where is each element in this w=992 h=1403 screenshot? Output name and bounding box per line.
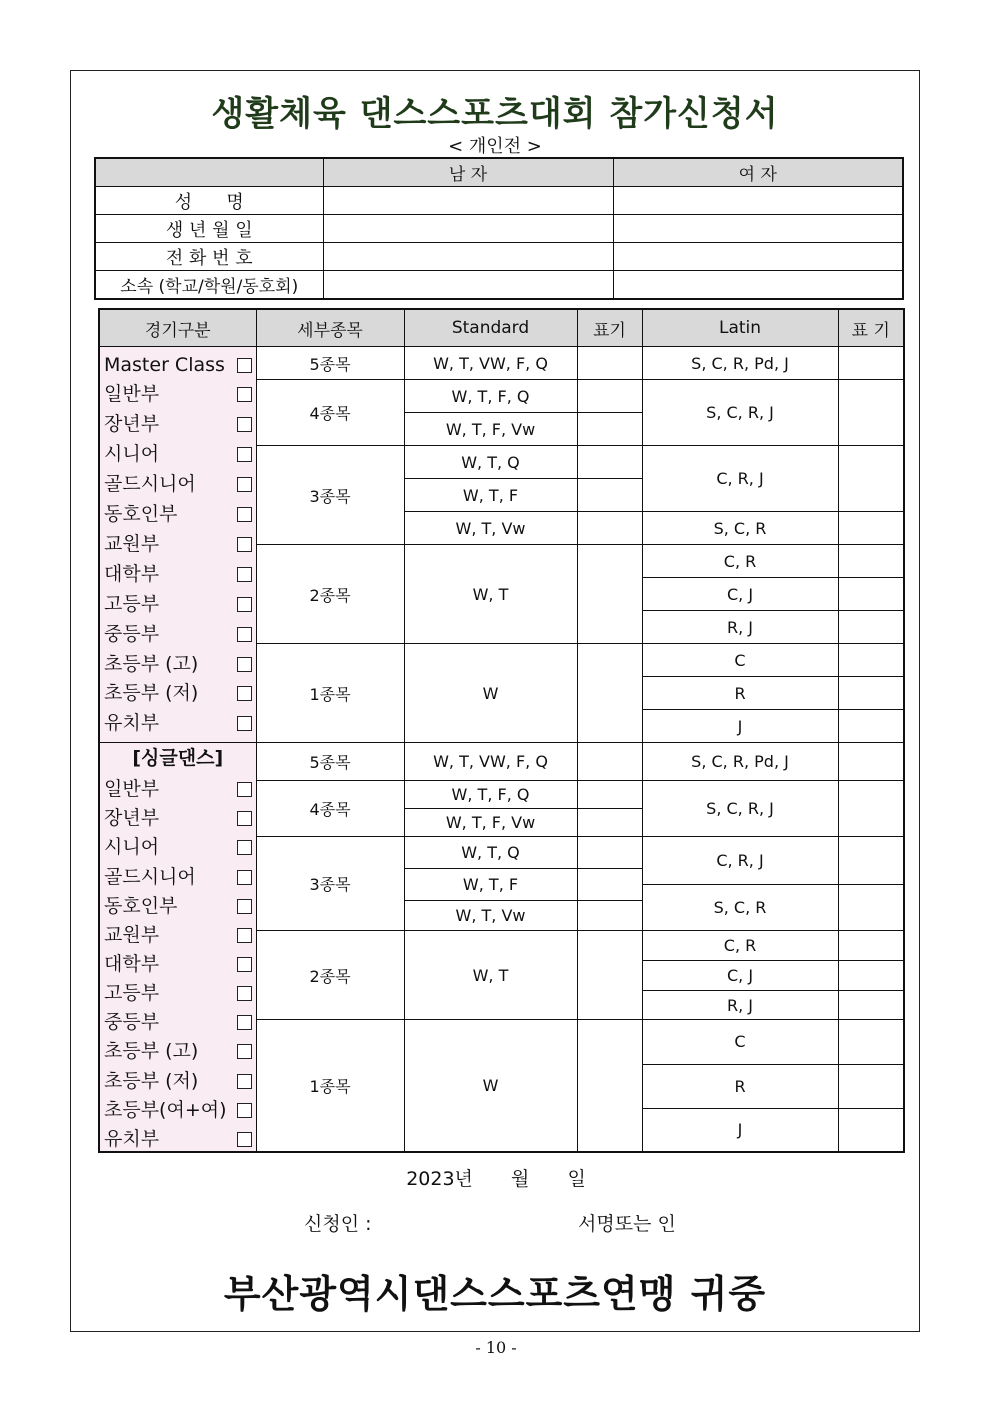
male-header: 남 자 — [323, 158, 613, 187]
latin-mark-cell[interactable] — [838, 781, 904, 837]
standard-dances: W, T, VW, F, Q — [404, 743, 577, 781]
checkbox-icon[interactable] — [237, 686, 252, 701]
category-option[interactable] — [104, 1127, 252, 1150]
standard-header: Standard — [404, 309, 577, 347]
category-label: 유치부 — [104, 712, 160, 735]
standard-mark-cell[interactable] — [577, 512, 642, 545]
category-option[interactable] — [104, 1013, 252, 1032]
checkbox-icon[interactable] — [237, 986, 252, 1001]
latin-mark-cell[interactable] — [838, 578, 904, 611]
category-option[interactable] — [104, 984, 252, 1003]
checkbox-icon[interactable] — [237, 1132, 252, 1147]
latin-mark-cell[interactable] — [838, 1020, 904, 1064]
standard-mark-cell[interactable] — [577, 545, 642, 644]
checkbox-icon[interactable] — [237, 507, 252, 522]
checkbox-icon[interactable] — [237, 627, 252, 642]
latin-dances: C, R, J — [642, 446, 838, 512]
checkbox-icon[interactable] — [237, 358, 252, 373]
single-dance-heading: [싱글댄스] — [132, 747, 224, 769]
standard-mark-cell[interactable] — [577, 347, 642, 380]
date-day: 일 — [567, 1168, 586, 1190]
checkbox-icon[interactable] — [237, 1044, 252, 1059]
standard-dances: W, T, Vw — [404, 512, 577, 545]
female-header: 여 자 — [613, 158, 903, 187]
category-option[interactable] — [104, 952, 252, 975]
checkbox-icon[interactable] — [237, 928, 252, 943]
category-label: 유치부 — [104, 1127, 160, 1150]
latin-mark-cell[interactable] — [838, 611, 904, 644]
affiliation-label: 소속 (학교/학원/동호회) — [95, 271, 323, 300]
latin-dances: R, J — [642, 611, 838, 644]
event-count: 2종목 — [256, 545, 404, 644]
latin-mark-cell[interactable] — [838, 991, 904, 1020]
category-option[interactable] — [104, 353, 252, 376]
latin-dances: C, R, J — [642, 837, 838, 885]
female-name-field[interactable] — [613, 187, 903, 215]
category-option[interactable] — [104, 1069, 252, 1092]
category-label: 교원부 — [104, 923, 160, 946]
latin-mark-cell[interactable] — [838, 677, 904, 710]
category-label: 동호인부 — [104, 503, 178, 526]
standard-dances: W, T, VW, F, Q — [404, 347, 577, 380]
checkbox-icon[interactable] — [237, 1074, 252, 1089]
standard-dances: W, T, F, Vw — [404, 413, 577, 446]
latin-dances: C — [642, 644, 838, 677]
category-label: 초등부 (저) — [104, 1069, 199, 1092]
date-month: 월 — [511, 1168, 530, 1190]
category-label: 대학부 — [104, 562, 160, 585]
latin-dances: C — [642, 1020, 838, 1064]
latin-dances: R, J — [642, 991, 838, 1020]
category-option[interactable] — [104, 445, 252, 464]
category-option[interactable] — [104, 652, 252, 675]
application-date — [0, 1164, 992, 1191]
checkbox-icon[interactable] — [237, 1103, 252, 1118]
standard-mark-cell[interactable] — [577, 446, 642, 479]
category-header: 경기구분 — [99, 309, 256, 347]
standard-mark-cell[interactable] — [577, 479, 642, 512]
category-label: 골드시니어 — [104, 865, 196, 888]
category-label: 중등부 — [104, 1011, 160, 1034]
category-label: 장년부 — [104, 413, 160, 436]
checkbox-icon[interactable] — [237, 1015, 252, 1030]
latin-mark-cell[interactable] — [838, 545, 904, 578]
standard-dances: W, T — [404, 931, 577, 1020]
applicant-label: 신청인 : — [304, 1213, 372, 1235]
latin-mark-cell[interactable] — [838, 347, 904, 380]
organization-name: 부산광역시댄스스포츠연맹 귀중 — [223, 1272, 767, 1316]
category-option[interactable] — [104, 894, 252, 917]
male-birthdate-field[interactable] — [323, 215, 613, 243]
standard-dances: W, T, Q — [404, 837, 577, 868]
category-option[interactable] — [104, 1098, 252, 1121]
latin-mark-cell[interactable] — [838, 380, 904, 446]
latin-mark-cell[interactable] — [838, 1064, 904, 1108]
standard-dances: W, T — [404, 545, 577, 644]
latin-dances: S, C, R, J — [642, 380, 838, 446]
form-subtitle: < 개인전 > — [448, 136, 542, 157]
page-number: - 10 - — [475, 1338, 517, 1357]
checkbox-icon[interactable] — [237, 537, 252, 552]
category-option[interactable] — [104, 714, 252, 733]
standard-mark-cell[interactable] — [577, 1020, 642, 1152]
event-count: 5종목 — [256, 743, 404, 781]
female-birthdate-field[interactable] — [613, 215, 903, 243]
standard-dances: W — [404, 644, 577, 743]
category-list-main — [99, 347, 256, 743]
checkbox-icon[interactable] — [237, 782, 252, 797]
standard-dances: W, T, F, Vw — [404, 809, 577, 837]
form-title: 생활체육 댄스스포츠대회 참가신청서 — [211, 94, 779, 134]
category-option[interactable] — [104, 415, 252, 434]
standard-dances: W — [404, 1020, 577, 1152]
checkbox-icon[interactable] — [237, 657, 252, 672]
checkbox-icon[interactable] — [237, 957, 252, 972]
category-option[interactable] — [104, 532, 252, 555]
corner-cell — [95, 158, 323, 187]
event-count: 1종목 — [256, 644, 404, 743]
latin-dances: S, C, R — [642, 884, 838, 930]
standard-mark-cell[interactable] — [577, 644, 642, 743]
category-option[interactable] — [104, 385, 252, 404]
standard-dances: W, T, F, Q — [404, 380, 577, 413]
standard-mark-cell[interactable] — [577, 809, 642, 837]
female-phone-field[interactable] — [613, 243, 903, 271]
category-label: 시니어 — [104, 836, 160, 859]
latin-dances: C, R — [642, 545, 838, 578]
category-label: Master Class — [104, 353, 225, 376]
male-affiliation-field[interactable] — [323, 271, 613, 300]
event-count: 3종목 — [256, 837, 404, 931]
personal-info-table — [94, 157, 904, 300]
latin-dances: C, J — [642, 578, 838, 611]
category-option[interactable] — [104, 865, 252, 888]
event-count: 4종목 — [256, 380, 404, 446]
standard-dances: W, T, F, Q — [404, 781, 577, 809]
standard-dances: W, T, Vw — [404, 901, 577, 931]
checkbox-icon[interactable] — [237, 477, 252, 492]
checkbox-icon[interactable] — [237, 811, 252, 826]
latin-header: Latin — [642, 309, 838, 347]
checkbox-icon[interactable] — [237, 387, 252, 402]
standard-mark-cell[interactable] — [577, 868, 642, 901]
birthdate-label: 생 년 월 일 — [95, 215, 323, 243]
latin-mark-cell[interactable] — [838, 884, 904, 930]
category-label: 중등부 — [104, 622, 160, 645]
category-label: 초등부 (저) — [104, 682, 199, 705]
category-label: 고등부 — [104, 592, 160, 615]
category-label: 동호인부 — [104, 894, 178, 917]
event-count: 1종목 — [256, 1020, 404, 1152]
category-label: 골드시니어 — [104, 473, 196, 496]
event-count: 5종목 — [256, 347, 404, 380]
latin-mark-cell[interactable] — [838, 837, 904, 885]
date-year: 2023년 — [406, 1168, 473, 1190]
category-label: 초등부 (고) — [104, 652, 199, 675]
standard-mark-cell[interactable] — [577, 931, 642, 1020]
checkbox-icon[interactable] — [237, 597, 252, 612]
category-label: 교원부 — [104, 532, 160, 555]
latin-dances: J — [642, 710, 838, 743]
category-label: 초등부(여+여) — [104, 1098, 227, 1121]
category-label: 일반부 — [104, 778, 160, 801]
events-table — [98, 308, 905, 1153]
event-count: 2종목 — [256, 931, 404, 1020]
checkbox-icon[interactable] — [237, 840, 252, 855]
standard-dances: W, T, F — [404, 868, 577, 901]
phone-label: 전 화 번 호 — [95, 243, 323, 271]
latin-mark-cell[interactable] — [838, 961, 904, 991]
category-label: 대학부 — [104, 952, 160, 975]
category-list-single-dance — [99, 743, 256, 1153]
event-count: 3종목 — [256, 446, 404, 545]
category-option[interactable] — [104, 475, 252, 494]
category-label: 장년부 — [104, 807, 160, 830]
category-option[interactable] — [104, 1042, 252, 1061]
latin-dances: R — [642, 1064, 838, 1108]
male-name-field[interactable] — [323, 187, 613, 215]
latin-mark-cell[interactable] — [838, 1108, 904, 1152]
checkbox-icon[interactable] — [237, 870, 252, 885]
latin-dances: C, J — [642, 961, 838, 991]
checkbox-icon[interactable] — [237, 899, 252, 914]
female-affiliation-field[interactable] — [613, 271, 903, 300]
latin-mark-cell[interactable] — [838, 644, 904, 677]
standard-mark-cell[interactable] — [577, 380, 642, 413]
latin-dances: C, R — [642, 931, 838, 961]
category-option[interactable] — [104, 838, 252, 857]
signature-label: 서명또는 인 — [578, 1213, 676, 1235]
category-option[interactable] — [104, 684, 252, 703]
checkbox-icon[interactable] — [237, 447, 252, 462]
checkbox-icon[interactable] — [237, 716, 252, 731]
checkbox-icon[interactable] — [237, 567, 252, 582]
category-label: 일반부 — [104, 383, 160, 406]
category-label: 시니어 — [104, 443, 160, 466]
latin-mark-cell[interactable] — [838, 512, 904, 545]
category-option[interactable] — [104, 923, 252, 946]
latin-mark-cell[interactable] — [838, 446, 904, 512]
male-phone-field[interactable] — [323, 243, 613, 271]
category-label: 고등부 — [104, 982, 160, 1005]
latin-mark-cell[interactable] — [838, 710, 904, 743]
latin-dances: S, C, R, Pd, J — [642, 347, 838, 380]
detail-header: 세부종목 — [256, 309, 404, 347]
latin-dances: S, C, R, J — [642, 781, 838, 837]
category-option[interactable] — [104, 622, 252, 645]
category-option[interactable] — [104, 562, 252, 585]
category-option[interactable] — [104, 505, 252, 524]
category-option[interactable] — [104, 780, 252, 799]
mark-header: 표기 — [577, 309, 642, 347]
category-option[interactable] — [104, 809, 252, 828]
latin-dances: J — [642, 1108, 838, 1152]
latin-dances: S, C, R — [642, 512, 838, 545]
standard-dances: W, T, F — [404, 479, 577, 512]
category-label: 초등부 (고) — [104, 1040, 199, 1063]
latin-mark-cell[interactable] — [838, 931, 904, 961]
latin-dances: S, C, R, Pd, J — [642, 743, 838, 781]
standard-mark-cell[interactable] — [577, 743, 642, 781]
name-label: 성 명 — [95, 187, 323, 215]
latin-mark-cell[interactable] — [838, 743, 904, 781]
mark-header: 표 기 — [838, 309, 904, 347]
checkbox-icon[interactable] — [237, 417, 252, 432]
latin-dances: R — [642, 677, 838, 710]
standard-mark-cell[interactable] — [577, 901, 642, 931]
category-option[interactable] — [104, 592, 252, 615]
standard-mark-cell[interactable] — [577, 413, 642, 446]
event-count: 4종목 — [256, 781, 404, 837]
standard-mark-cell[interactable] — [577, 781, 642, 809]
standard-dances: W, T, Q — [404, 446, 577, 479]
standard-mark-cell[interactable] — [577, 837, 642, 868]
